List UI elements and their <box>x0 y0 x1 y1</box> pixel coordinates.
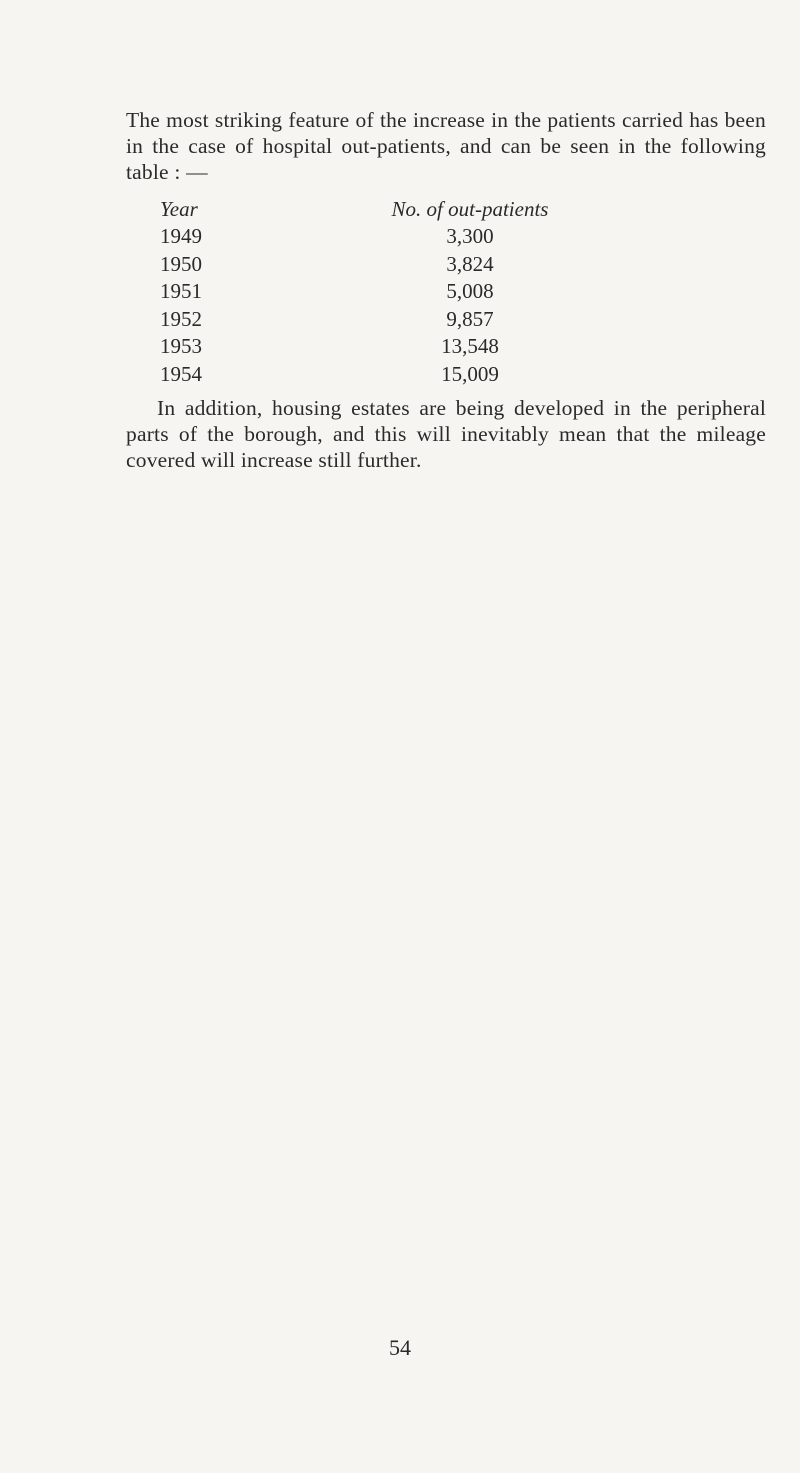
year-cell: 1950 <box>160 251 202 276</box>
out-patients-column-header: No. of out-patients <box>391 196 549 221</box>
out-patients-table <box>160 195 620 388</box>
out-patients-cell: 13,548 <box>441 334 499 359</box>
year-cell: 1949 <box>160 224 202 249</box>
out-patients-cell: 3,300 <box>446 224 494 249</box>
out-patients-cell: 9,857 <box>446 306 494 331</box>
table-row <box>160 251 620 279</box>
year-cell: 1953 <box>160 334 202 359</box>
year-cell: 1954 <box>160 361 202 386</box>
out-patients-cell: 5,008 <box>446 279 494 304</box>
year-column-header: Year <box>160 196 198 221</box>
table-header-row <box>160 195 620 223</box>
year-cell: 1952 <box>160 306 202 331</box>
out-patients-cell: 15,009 <box>441 361 499 386</box>
table-row <box>160 306 620 334</box>
intro-paragraph: The most striking feature of the increase in the patients carried has been in the case of hospital out-patients, and can be seen in the following table : — <box>126 107 766 184</box>
table-row <box>160 361 620 389</box>
closing-paragraph: In addition, housing estates are being developed in the peripheral parts of the borough, and this will inevitably mean that the mileage covered will increase still further. <box>126 395 766 472</box>
page-number: 54 <box>389 1335 411 1360</box>
table-row <box>160 333 620 361</box>
out-patients-cell: 3,824 <box>446 251 494 276</box>
table-row <box>160 223 620 251</box>
year-cell: 1951 <box>160 279 202 304</box>
table-row <box>160 278 620 306</box>
